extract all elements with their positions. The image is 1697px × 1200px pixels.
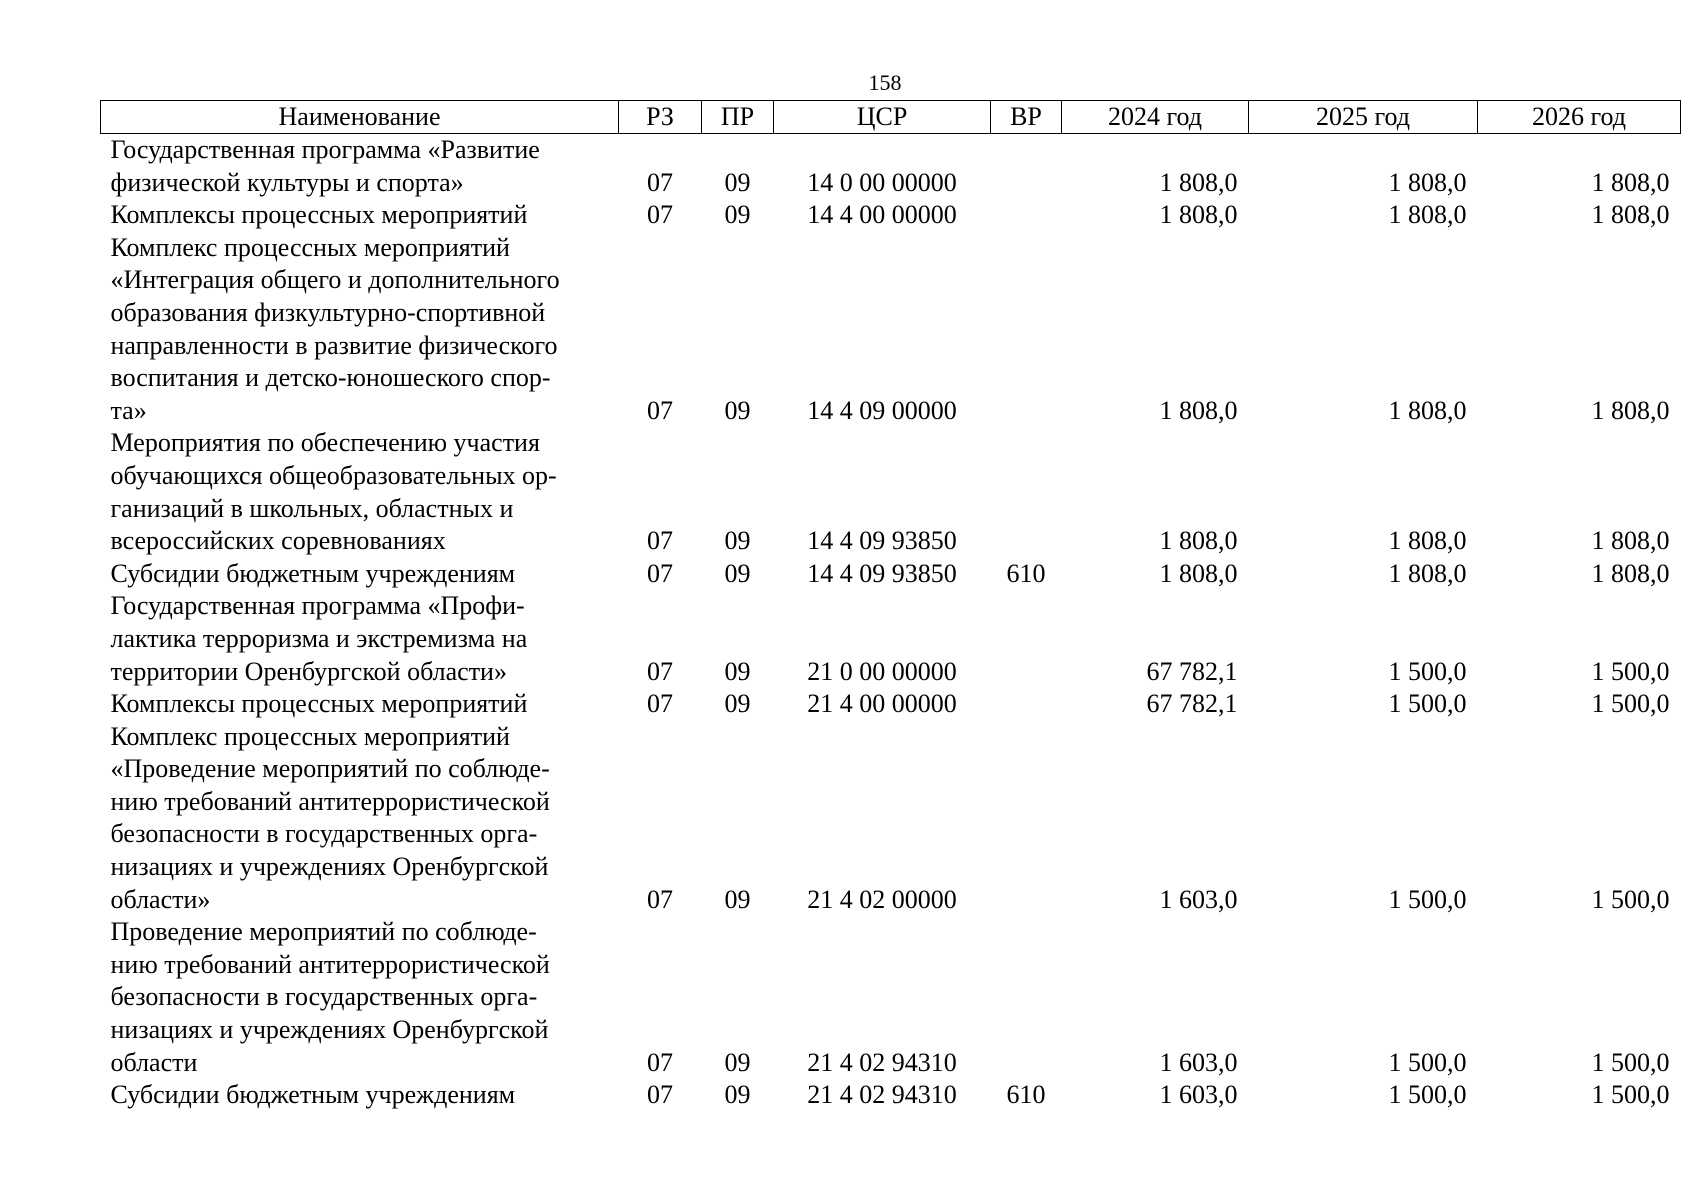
row-vr	[991, 427, 1062, 557]
table-row	[101, 688, 1681, 721]
row-pr: 09	[724, 1047, 751, 1077]
row-amount-2026: 1 500,0	[1591, 884, 1670, 914]
row-rz: 07	[647, 1047, 673, 1077]
header-pr: ПР	[702, 101, 774, 134]
table-row	[101, 134, 1681, 200]
header-2026: 2026 год	[1478, 101, 1681, 134]
budget-table	[100, 100, 1681, 1112]
row-pr: 09	[724, 656, 751, 686]
row-name-line: безопасности в государственных орга-	[110, 819, 538, 849]
row-vr: 610	[1006, 1080, 1046, 1110]
row-amount-2025: 1 500,0	[1388, 1080, 1467, 1110]
row-amount-2025: 1 808,0	[1388, 526, 1467, 556]
row-amount-2026: 1 808,0	[1591, 558, 1670, 588]
row-name	[101, 1079, 619, 1112]
row-amount-2026: 1 500,0	[1591, 656, 1670, 686]
row-name-line: всероссийских соревнованиях	[110, 526, 446, 556]
row-name-line: Субсидии бюджетным учреждениям	[110, 1080, 516, 1110]
page-number: 158	[868, 70, 902, 95]
row-csr: 14 4 09 00000	[807, 395, 957, 425]
row-pr: 09	[724, 558, 751, 588]
row-vr	[991, 199, 1062, 232]
row-name-line: «Проведение мероприятий по соблюде-	[110, 754, 550, 784]
row-name	[101, 688, 619, 721]
table-row	[101, 916, 1681, 1079]
row-name-line: низациях и учреждениях Оренбургской	[110, 852, 549, 882]
row-name-line: Государственная программа «Профи-	[110, 591, 525, 621]
header-2025: 2025 год	[1249, 101, 1478, 134]
row-csr: 21 4 00 00000	[807, 689, 957, 719]
row-name-line: Комплекс процессных мероприятий	[110, 721, 510, 751]
row-vr	[991, 232, 1062, 428]
row-pr: 09	[724, 884, 751, 914]
row-amount-2025: 1 500,0	[1388, 884, 1467, 914]
row-rz: 07	[647, 1080, 673, 1110]
row-vr: 610	[1006, 558, 1046, 588]
row-name-line: обучающихся общеобразовательных ор-	[110, 460, 557, 490]
row-name-line: Государственная программа «Развитие	[110, 135, 540, 164]
row-name	[101, 916, 619, 1079]
row-name-line: лактика терроризма и экстремизма на	[110, 623, 528, 653]
row-name-line: направленности в развитие физического	[110, 330, 558, 360]
row-name-line: области	[110, 1047, 198, 1077]
row-vr	[991, 688, 1062, 721]
row-name-line: Мероприятия по обеспечению участия	[110, 428, 540, 458]
row-rz: 07	[647, 884, 673, 914]
header-row	[101, 101, 1681, 134]
row-amount-2025: 1 808,0	[1388, 395, 1467, 425]
row-vr	[991, 721, 1062, 917]
table-row	[101, 590, 1681, 688]
table-row	[101, 427, 1681, 557]
row-amount-2024: 1 808,0	[1159, 200, 1238, 230]
row-name	[101, 427, 619, 557]
row-name	[101, 590, 619, 688]
row-csr: 14 4 09 93850	[807, 558, 957, 588]
header-rz: РЗ	[619, 101, 702, 134]
row-name-line: нию требований антитеррористической	[110, 786, 550, 816]
row-amount-2025: 1 808,0	[1388, 200, 1467, 230]
row-pr: 09	[724, 200, 751, 230]
row-name-line: области»	[110, 884, 211, 914]
row-csr: 21 0 00 00000	[807, 656, 957, 686]
row-pr: 09	[724, 689, 751, 719]
row-csr: 21 4 02 94310	[807, 1080, 957, 1110]
header-vr: ВР	[991, 101, 1062, 134]
row-amount-2024: 1 603,0	[1159, 884, 1238, 914]
row-name-line: физической культуры и спорта»	[110, 167, 464, 197]
row-name-line: та»	[110, 395, 147, 425]
row-name-line: воспитания и детско-юношеского спор-	[110, 363, 551, 393]
row-amount-2026: 1 500,0	[1591, 689, 1670, 719]
row-name-line: низациях и учреждениях Оренбургской	[110, 1015, 549, 1045]
row-name-line: «Интеграция общего и дополнительного	[110, 265, 560, 295]
header-2024: 2024 год	[1062, 101, 1249, 134]
row-rz: 07	[647, 200, 673, 230]
row-name-line: безопасности в государственных орга-	[110, 982, 538, 1012]
row-pr: 09	[724, 1080, 751, 1110]
row-name	[101, 134, 619, 200]
row-amount-2025: 1 500,0	[1388, 656, 1467, 686]
row-csr: 14 4 09 93850	[807, 526, 957, 556]
row-csr: 14 4 00 00000	[807, 200, 957, 230]
row-amount-2024: 67 782,1	[1146, 689, 1238, 719]
row-amount-2025: 1 808,0	[1388, 558, 1467, 588]
row-amount-2024: 1 808,0	[1159, 558, 1238, 588]
row-amount-2026: 1 500,0	[1591, 1080, 1670, 1110]
row-rz: 07	[647, 395, 673, 425]
row-amount-2024: 67 782,1	[1146, 656, 1238, 686]
row-vr	[991, 134, 1062, 200]
row-name-line: образования физкультурно-спортивной	[110, 297, 546, 327]
row-rz: 07	[647, 526, 673, 556]
row-name	[101, 721, 619, 917]
row-rz: 07	[647, 167, 673, 197]
header-name: Наименование	[101, 101, 619, 134]
row-amount-2024: 1 808,0	[1159, 167, 1238, 197]
row-name	[101, 232, 619, 428]
row-rz: 07	[647, 656, 673, 686]
row-name-line: Субсидии бюджетным учреждениям	[110, 558, 516, 588]
row-vr	[991, 916, 1062, 1079]
row-pr: 09	[724, 526, 751, 556]
row-amount-2024: 1 603,0	[1159, 1047, 1238, 1077]
row-name-line: нию требований антитеррористической	[110, 949, 550, 979]
row-name-line: Комплексы процессных мероприятий	[110, 689, 528, 719]
row-amount-2026: 1 808,0	[1591, 200, 1670, 230]
row-amount-2026: 1 500,0	[1591, 1047, 1670, 1077]
row-pr: 09	[724, 167, 751, 197]
table-header	[101, 101, 1681, 134]
table-row	[101, 199, 1681, 232]
row-amount-2024: 1 808,0	[1159, 395, 1238, 425]
row-name	[101, 558, 619, 591]
table-body	[101, 134, 1681, 1112]
row-amount-2026: 1 808,0	[1591, 395, 1670, 425]
row-amount-2026: 1 808,0	[1591, 526, 1670, 556]
row-name-line: Комплексы процессных мероприятий	[110, 200, 528, 230]
row-name-line: ганизаций в школьных, областных и	[110, 493, 514, 523]
row-amount-2026: 1 808,0	[1591, 167, 1670, 197]
row-csr: 14 0 00 00000	[807, 167, 957, 197]
row-amount-2024: 1 808,0	[1159, 526, 1238, 556]
table-row	[101, 558, 1681, 591]
table-row	[101, 721, 1681, 917]
header-csr: ЦСР	[774, 101, 991, 134]
row-amount-2024: 1 603,0	[1159, 1080, 1238, 1110]
row-vr	[991, 590, 1062, 688]
row-name	[101, 199, 619, 232]
row-name-line: Комплекс процессных мероприятий	[110, 232, 510, 262]
row-csr: 21 4 02 00000	[807, 884, 957, 914]
row-rz: 07	[647, 558, 673, 588]
row-amount-2025: 1 500,0	[1388, 1047, 1467, 1077]
row-name-line: территории Оренбургской области»	[110, 656, 507, 686]
table-row	[101, 1079, 1681, 1112]
row-amount-2025: 1 808,0	[1388, 167, 1467, 197]
row-pr: 09	[724, 395, 751, 425]
row-rz: 07	[647, 689, 673, 719]
row-csr: 21 4 02 94310	[807, 1047, 957, 1077]
table-row	[101, 232, 1681, 428]
row-name-line: Проведение мероприятий по соблюде-	[110, 917, 537, 947]
row-amount-2025: 1 500,0	[1388, 689, 1467, 719]
